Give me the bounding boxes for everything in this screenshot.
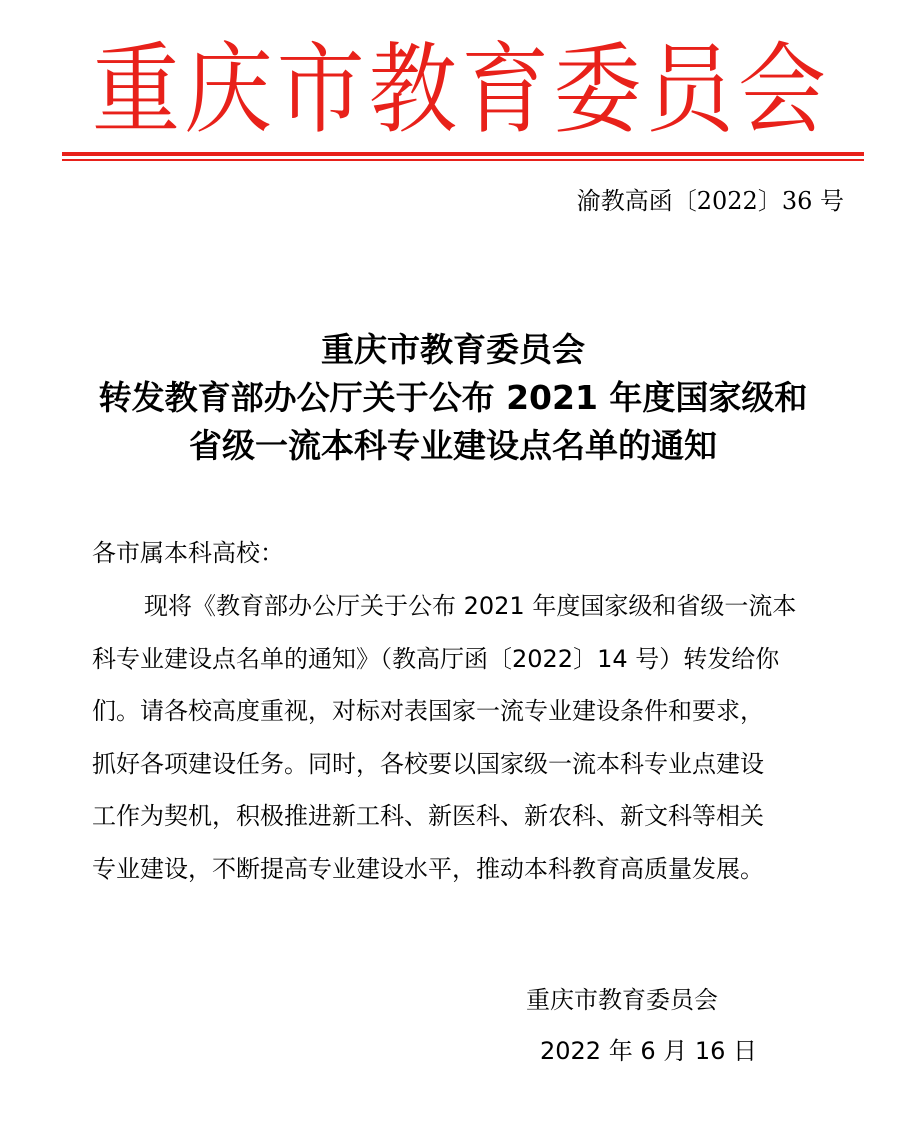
- body-text: [92, 580, 844, 895]
- document-number: 渝教高函〔2022〕36 号: [576, 187, 844, 215]
- letterhead-char: 市: [276, 31, 365, 148]
- letterhead-char: 员: [645, 31, 734, 148]
- salutation: 各市属本科高校：: [92, 539, 284, 567]
- document-title: [40, 326, 866, 470]
- body-line: 们。请各校高度重视，对标对表国家一流专业建设条件和要求，: [92, 697, 764, 725]
- title-line: 转发教育部办公厅关于公布 2021 年度国家级和: [98, 378, 808, 417]
- letterhead-char: 会: [737, 31, 826, 148]
- body-line: 科专业建设点名单的通知》（教高厅函〔2022〕14 号）转发给你: [92, 644, 780, 673]
- letterhead-divider-thin: [62, 159, 864, 161]
- signature-date: 2022 年 6 月 16 日: [540, 1037, 758, 1065]
- body-line: 现将《教育部办公厅关于公布 2021 年度国家级和省级一流本: [144, 592, 797, 620]
- letterhead-char: 教: [368, 31, 457, 148]
- body-line: 抓好各项建设任务。同时，各校要以国家级一流本科专业点建设: [92, 749, 764, 778]
- body-line: 工作为契机，积极推进新工科、新医科、新农科、新文科等相关: [92, 802, 764, 830]
- letterhead-char: 育: [461, 31, 550, 148]
- title-line: 省级一流本科专业建设点名单的通知: [189, 426, 717, 465]
- letterhead-char: 庆: [184, 31, 273, 148]
- letterhead-divider-thick: [62, 152, 864, 156]
- letterhead-char: 重: [92, 31, 181, 148]
- body-line: 专业建设，不断提高专业建设水平，推动本科教育高质量发展。: [92, 854, 764, 883]
- title-line: 重庆市教育委员会: [321, 330, 585, 369]
- signature-organization: 重庆市教育委员会: [526, 986, 718, 1014]
- letterhead-char: 委: [553, 31, 642, 148]
- letterhead: [92, 23, 826, 157]
